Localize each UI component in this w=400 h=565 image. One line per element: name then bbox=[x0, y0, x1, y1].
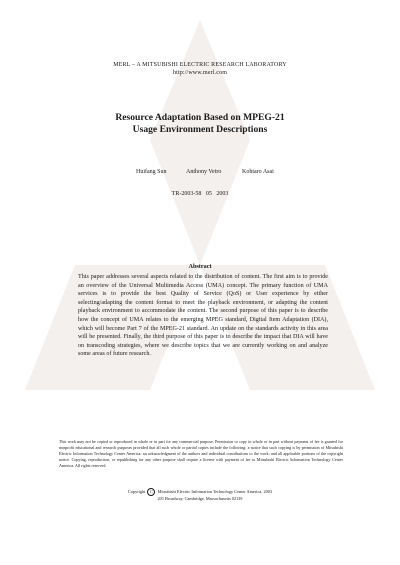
paper-title bbox=[0, 112, 400, 136]
lab-name: MERL – A MITSUBISHI ELECTRIC RESEARCH LABORATORY bbox=[113, 62, 287, 68]
copyright-symbol-icon: C bbox=[147, 488, 155, 496]
author-2: Anthony Vetro bbox=[186, 169, 222, 175]
abstract-heading: Abstract bbox=[188, 263, 212, 270]
title-line-1: Resource Adaptation Based on MPEG-21 bbox=[115, 112, 285, 123]
author-3: Kohtaro Asai bbox=[242, 169, 274, 175]
lab-url: http://www.merl.com bbox=[172, 70, 228, 76]
abstract-text: This paper addresses several aspects related to the distribution of content. The first aim is to provide an overview of the Universal Multimedia Access (UMA) concept. The primary function of UMA services is to provide the best Quality of Service (QoS) or User experience by either selecting/adapting the content format to meet the playback environment, or adapting the content playback environment to accommodate the content. The second purpose of this paper is to describe how the concept of UMA relates to the emerging MPEG standard, Digital Item Adaptation (DIA), which will become Part 7 of the MPEG-21 standard. An update on the standards activity in this area will be presented. Finally, the third purpose of this paper is to describe the impact that DIA will have on transcoding strategies, where we describe topics that we are currently working on and analyze some areas of future research. bbox=[78, 274, 328, 358]
report-date: 05 2003 bbox=[205, 191, 229, 197]
copyright-prefix: Copyright bbox=[127, 488, 146, 494]
copyright-notice: This work may not be copied or reproduced in whole or in part for any commercial purpose. Permission to copy in whole or in part without payment of fee is granted for nonprofit educational and research purposes provided that all such whole or partial copies include the following: a notice that such copying is by permission of Mitsubishi Electric Information Technology Center America; an acknowledgment of the authors and individual contributions to the work; and all applicable portions of the copyright notice. Copying, reproduction, or republishing for any other purpose shall require a license with payment of fee to Mitsubishi Electric Information Technology Center America. All rights reserved. bbox=[59, 439, 343, 468]
title-line-2: Usage Environment Descriptions bbox=[132, 124, 268, 135]
copyright-line bbox=[0, 488, 400, 496]
watermark-diamond-top bbox=[150, 20, 250, 265]
report-number: TR-2003-58 bbox=[171, 191, 202, 197]
copyright-block bbox=[0, 488, 400, 502]
report-identifier bbox=[0, 190, 400, 198]
copyright-address: 201 Broadway, Cambridge, Massachusetts 02139 bbox=[157, 496, 243, 501]
copyright-holder: Mitsubishi Electric Information Technology Center America, 2003 bbox=[157, 488, 273, 494]
lab-header bbox=[0, 61, 400, 77]
author-1: Huifang Sun bbox=[136, 169, 167, 175]
